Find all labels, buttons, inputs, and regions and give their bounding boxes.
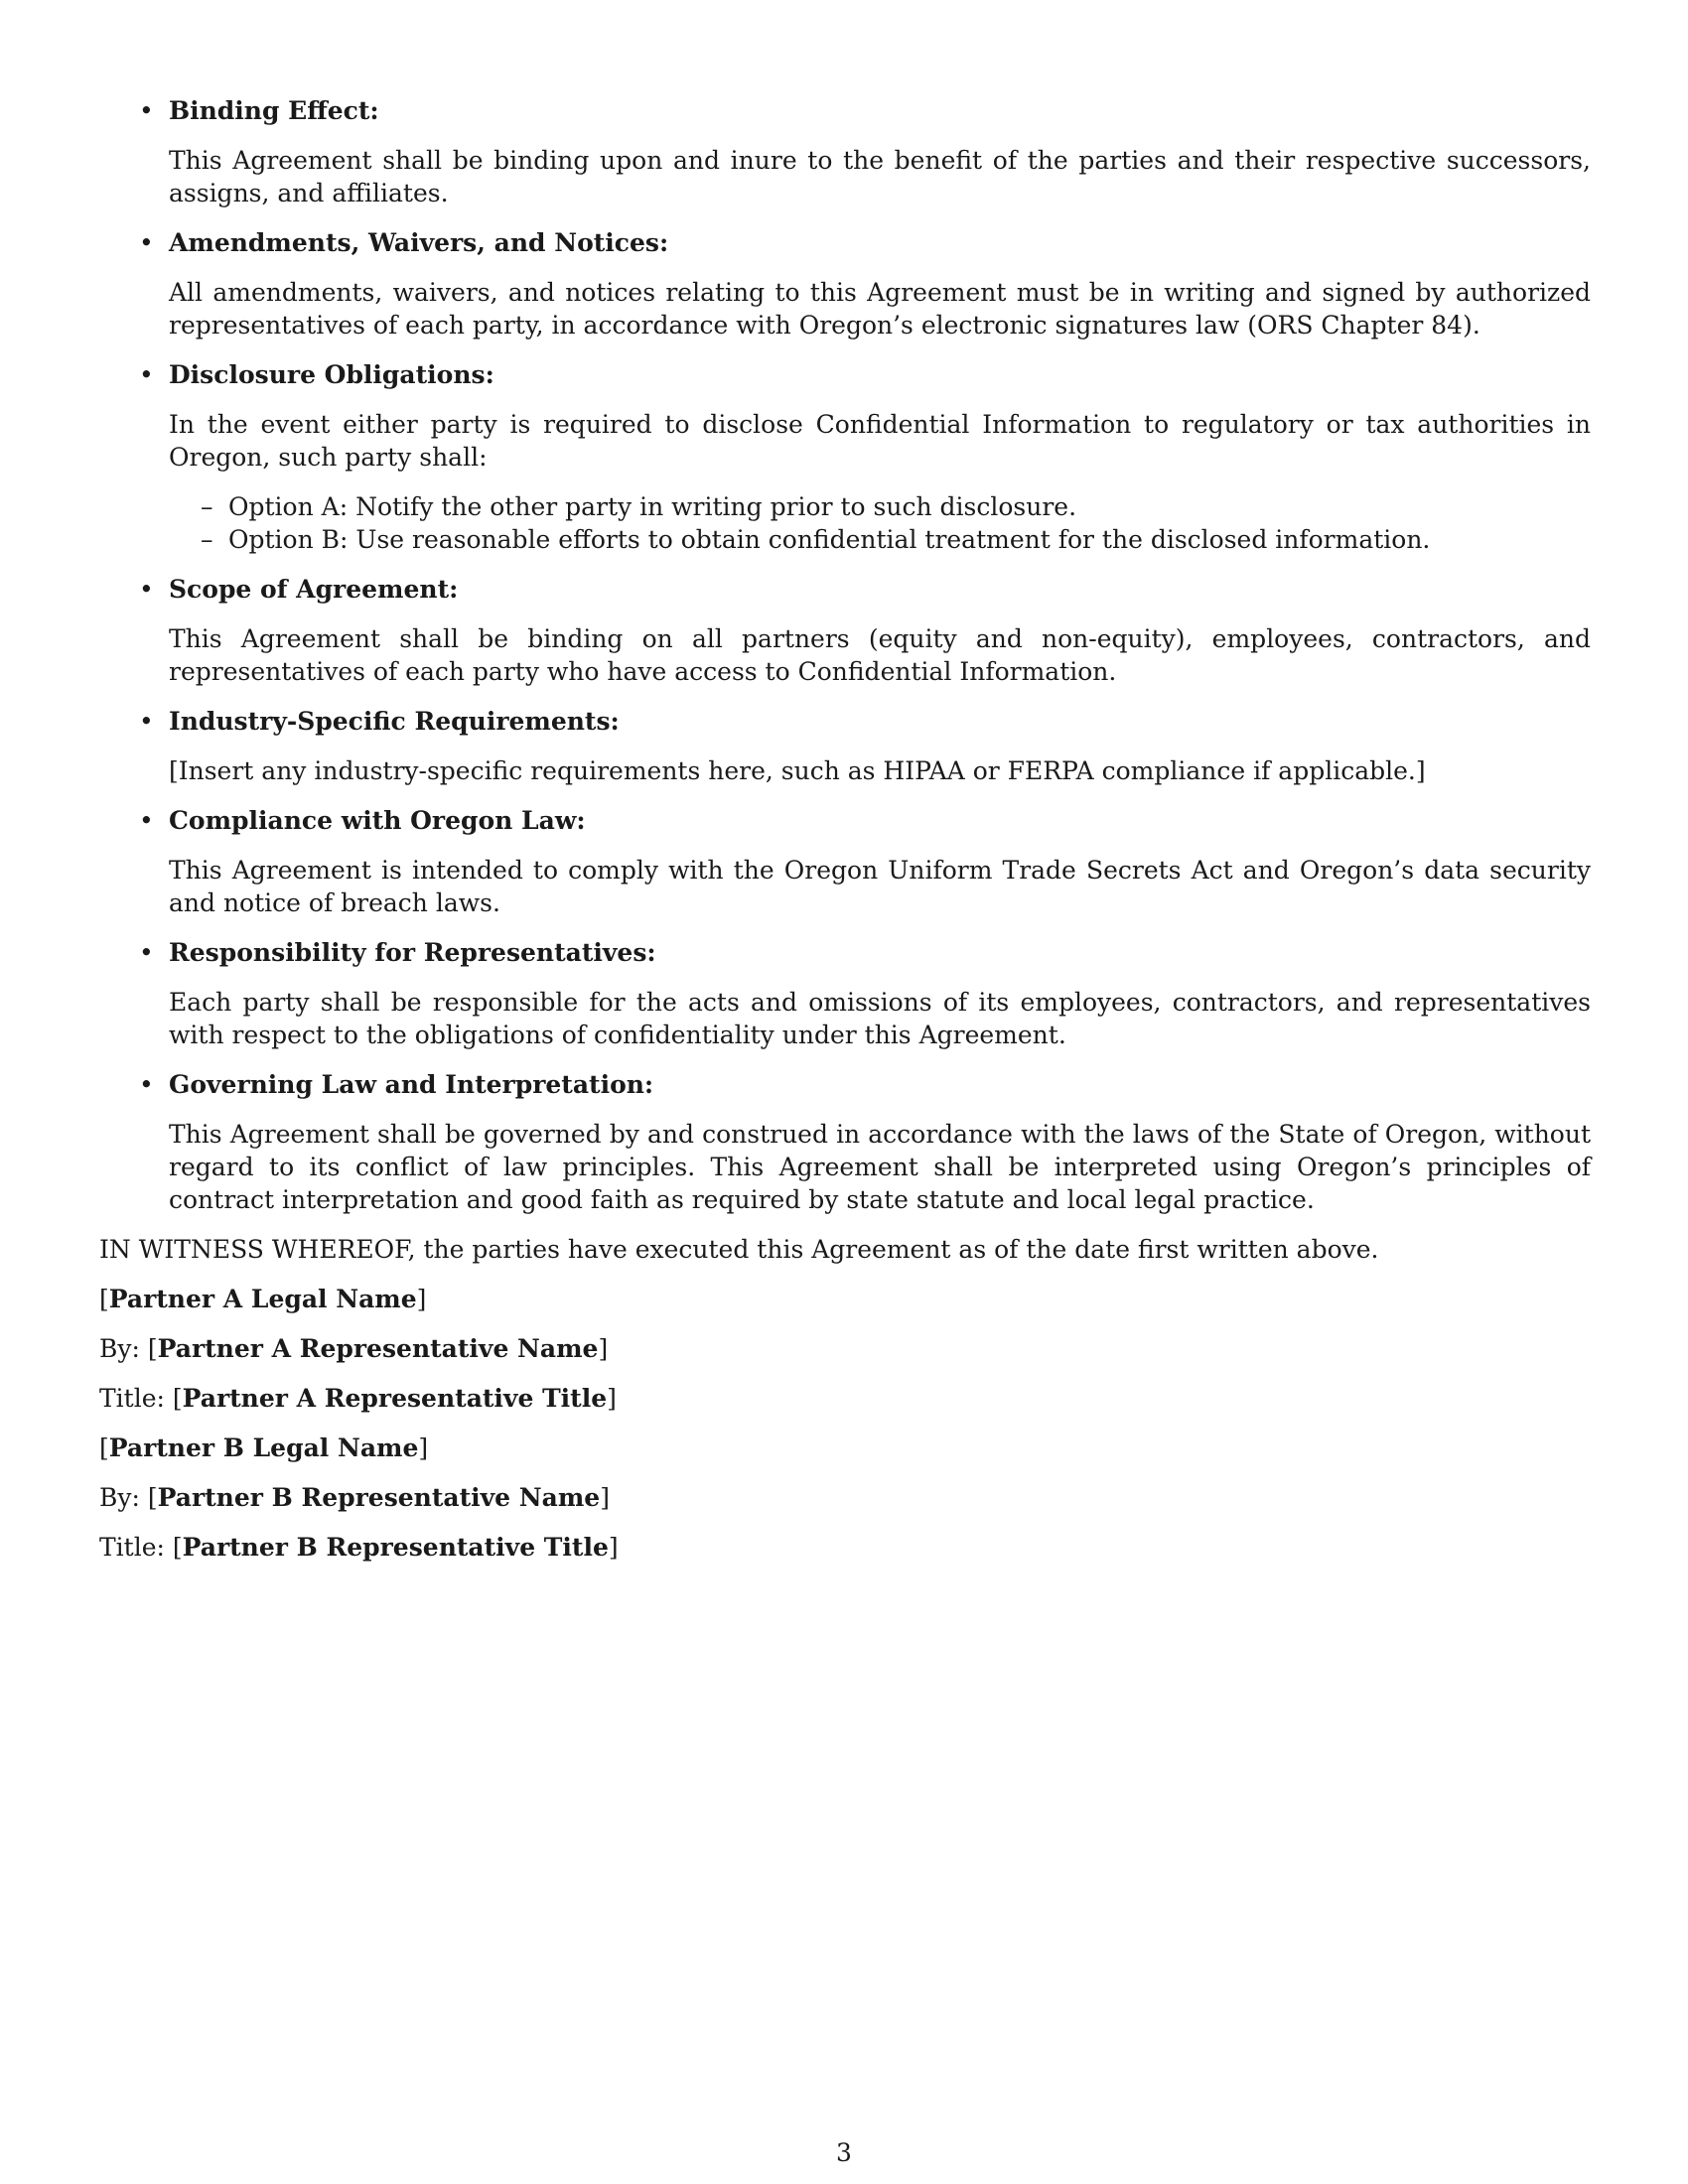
option-list [169,490,1591,556]
partner-b-title-line: Title: [Partner B Representative Title] [99,1533,619,1562]
partner-b-by-line: By: [Partner B Representative Name] [99,1483,610,1512]
document-page [99,94,1591,1580]
clause-body: In the event either party is required to disclose Confidential Information to regulatory or tax authorities in Oregon, such party shall: [169,410,1591,472]
by-label: By: [99,1334,140,1363]
option-item: – Option B: Use reasonable efforts to obtain confidential treatment for the disclosed information. [169,523,1591,556]
signature-block-partner-a [99,1283,1591,1415]
clause-list [99,94,1591,1216]
clause-representatives [99,936,1591,1051]
clause-heading: • Binding Effect: [169,96,379,125]
clause-heading: • Governing Law and Interpretation: [169,1070,654,1099]
clause-body: This Agreement is intended to comply with the Oregon Uniform Trade Secrets Act and Oregon’s data security and notice of breach laws. [169,856,1591,917]
clause-oregon-compliance [99,804,1591,919]
clause-heading: • Industry-Specific Requirements: [169,707,620,736]
clause-heading: • Scope of Agreement: [169,575,459,604]
page-number: 3 [836,2138,852,2167]
clause-body: This Agreement shall be binding on all partners (equity and non-equity), employees, contractors, and representatives of each party who have access to Confidential Information. [169,624,1591,686]
clause-disclosure-obligations [99,358,1591,556]
clause-body: This Agreement shall be binding upon and inure to the benefit of the parties and their respective successors, assigns, and affiliates. [169,146,1591,207]
clause-industry-requirements [99,705,1591,787]
title-label: Title: [99,1533,165,1562]
option-item: – Option A: Notify the other party in writing prior to such disclosure. [169,490,1591,523]
signature-block-partner-b [99,1432,1591,1564]
clause-body: This Agreement shall be governed by and construed in accordance with the laws of the State of Oregon, without regard to its conflict of law principles. This Agreement shall be interpreted using Oregon’s principles of contract interpretation and good faith as required by state statute and local legal practice. [169,1120,1591,1214]
clause-heading: • Responsibility for Representatives: [169,938,656,967]
partner-a-rep-name: Partner A Representative Name [157,1334,599,1363]
clause-heading: • Disclosure Obligations: [169,360,494,389]
title-label: Title: [99,1384,165,1413]
partner-a-legal-name: [Partner A Legal Name] [99,1285,427,1313]
partner-a-title-line: Title: [Partner A Representative Title] [99,1384,617,1413]
clause-amendments [99,226,1591,341]
clause-body: All amendments, waivers, and notices relating to this Agreement must be in writing and signed by authorized representatives of each party, in accordance with Oregon’s electronic signatures law (ORS Chapter 84). [169,278,1591,340]
partner-a-by-line: By: [Partner A Representative Name] [99,1334,609,1363]
clause-heading: • Compliance with Oregon Law: [169,806,586,835]
clause-body: [Insert any industry-specific requirements here, such as HIPAA or FERPA compliance if applicable.] [169,756,1426,785]
partner-b-rep-title: Partner B Representative Title [182,1533,609,1562]
clause-body: Each party shall be responsible for the acts and omissions of its employees, contractors, and representatives with respect to the obligations of confidentiality under this Agreement. [169,988,1591,1049]
clause-heading: • Amendments, Waivers, and Notices: [169,228,669,257]
clause-governing-law [99,1068,1591,1216]
partner-b-rep-name: Partner B Representative Name [157,1483,601,1512]
partner-b-legal-name: [Partner B Legal Name] [99,1433,429,1462]
clause-binding-effect [99,94,1591,209]
by-label: By: [99,1483,140,1512]
witness-statement: IN WITNESS WHEREOF, the parties have executed this Agreement as of the date first written above. [99,1235,1379,1264]
clause-scope [99,573,1591,688]
partner-b-legal-name-text: Partner B Legal Name [108,1433,419,1462]
partner-a-legal-name-text: Partner A Legal Name [108,1285,417,1313]
partner-a-rep-title: Partner A Representative Title [182,1384,608,1413]
